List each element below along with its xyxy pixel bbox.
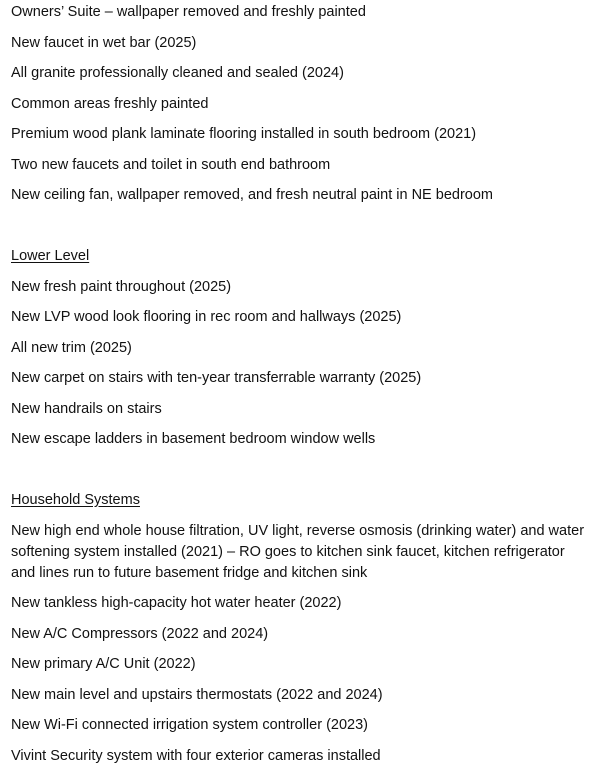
list-item: New handrails on stairs	[11, 400, 162, 417]
main-level-list	[11, 2, 587, 206]
list-item: New main level and upstairs thermostats (2022 and 2024)	[11, 686, 383, 703]
section-spacer	[11, 216, 587, 247]
list-item: New faucet in wet bar (2025)	[11, 34, 197, 51]
list-item: New fresh paint throughout (2025)	[11, 278, 232, 295]
list-item: Vivint Security system with four exterior cameras installed	[11, 747, 381, 764]
section-spacer	[11, 460, 587, 491]
list-item: Owners’ Suite – wallpaper removed and freshly painted	[11, 4, 366, 20]
list-item: New ceiling fan, wallpaper removed, and fresh neutral paint in NE bedroom	[11, 187, 493, 203]
list-item: Two new faucets and toilet in south end bathroom	[11, 156, 331, 173]
list-item: New Wi-Fi connected irrigation system controller (2023)	[11, 717, 368, 733]
list-item: New primary A/C Unit (2022)	[11, 656, 196, 672]
list-item: New LVP wood look flooring in rec room and hallways (2025)	[11, 309, 402, 325]
household-systems-section	[11, 490, 587, 767]
document-body	[11, 2, 587, 776]
list-item: New carpet on stairs with ten-year transferrable warranty (2025)	[11, 370, 422, 386]
list-item: New escape ladders in basement bedroom window wells	[11, 431, 376, 447]
section-heading-household-systems: Household Systems	[11, 492, 140, 508]
lower-level-section	[11, 246, 587, 450]
list-item: Common areas freshly painted	[11, 95, 209, 112]
list-item: All new trim (2025)	[11, 339, 132, 356]
list-item: New A/C Compressors (2022 and 2024)	[11, 625, 269, 642]
list-item: All granite professionally cleaned and sealed (2024)	[11, 65, 344, 81]
section-heading-lower-level: Lower Level	[11, 248, 90, 264]
list-item: Premium wood plank laminate flooring installed in south bedroom (2021)	[11, 126, 477, 142]
list-item: New tankless high-capacity hot water heater (2022)	[11, 595, 342, 611]
list-item: New high end whole house filtration, UV light, reverse osmosis (drinking water) and water softening system installed (2021) – RO goes to kitchen sink faucet, kitchen refrigerator and lines run to future basement fridge and kitchen sink	[11, 522, 585, 581]
